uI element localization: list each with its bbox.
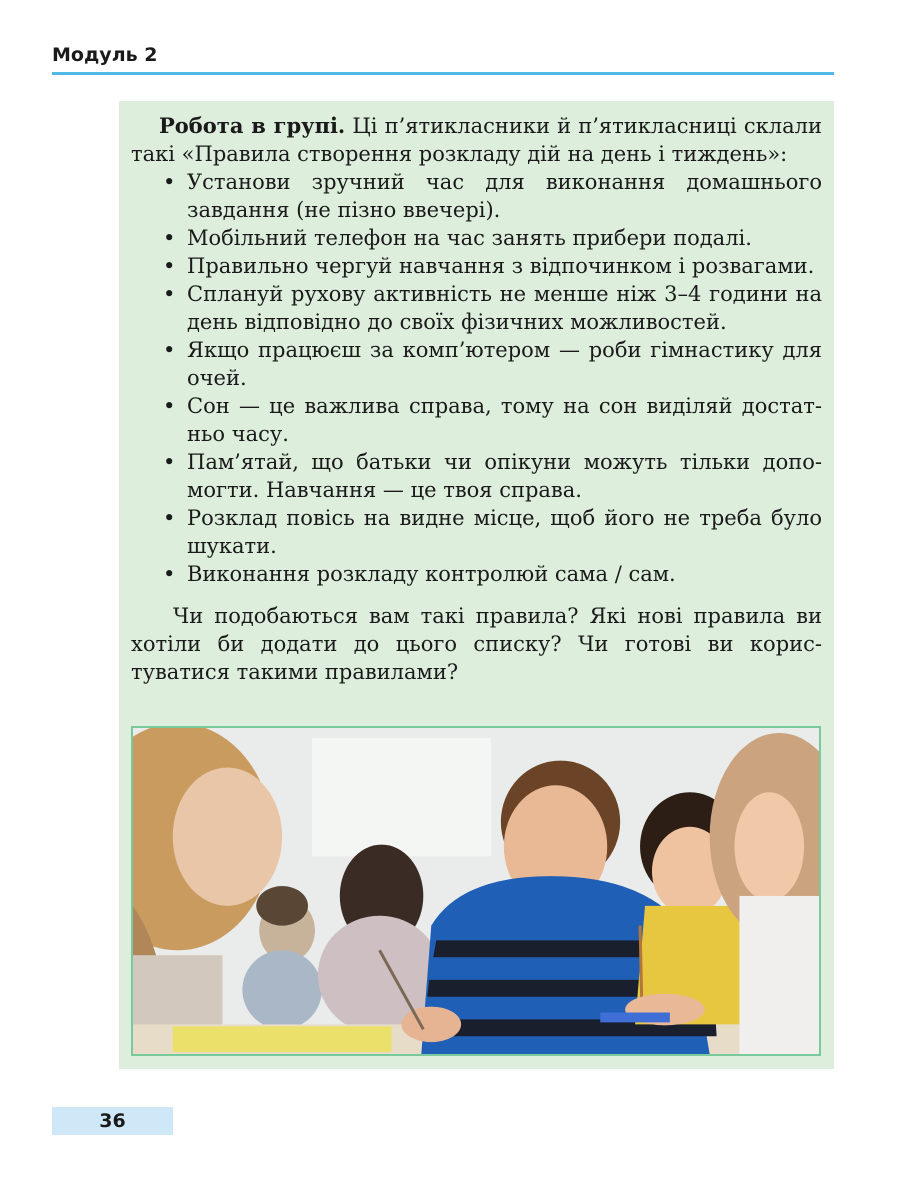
rule-text: Сон — це важлива справа, тому на сон виділяй достатньо часу. [187,394,822,446]
rule-item [131,252,822,280]
bullet-icon: • [163,562,176,586]
rule-item [131,560,822,588]
rule-text: Пам’ятай, що батьки чи опікуни можуть тільки допомогти. Навчання — це твоя справа. [187,450,822,502]
module-label: Модуль 2 [52,44,158,66]
bullet-icon: • [163,226,176,250]
rule-text: Мобільний телефон на час занять прибери подалі. [187,226,752,250]
rule-item [131,504,822,560]
rule-item [131,224,822,252]
header-divider [52,72,834,75]
intro-text: Ці п’ятикласники й п’ятикласниці склали такі «Правила створення розкладу дій на день і тиждень»: [131,114,822,166]
discussion-question: Чи подобаються вам такі правила? Які нові правила ви хотіли би додати до цього списку? Чи готові ви користуватися такими правилами? [131,604,822,684]
rule-text: Сплануй рухову активність не менше ніж 3–4 години на день відповідно до своїх фізичних можливостей. [187,282,822,334]
rule-item [131,448,822,504]
bullet-icon: • [163,254,176,278]
rule-text: Виконання розкладу контролюй сама / сам. [187,562,676,586]
intro-paragraph [131,112,822,168]
bullet-icon: • [163,170,176,194]
rule-text: Якщо працюєш за комп’ютером — роби гімнастику для очей. [187,338,822,390]
rule-item [131,280,822,336]
bullet-icon: • [163,394,176,418]
rule-text: Розклад повісь на видне місце, щоб його не треба було шукати. [187,506,822,558]
bullet-icon: • [163,282,176,306]
classroom-photo-illustration [133,728,819,1054]
rule-item [131,336,822,392]
rules-list [131,168,822,588]
classroom-photo [131,726,821,1056]
rule-text: Правильно чергуй навчання з відпочинком і розвагами. [187,254,815,278]
page-number: 36 [99,1110,126,1132]
rule-text: Установи зручний час для виконання домашнього завдання (не пізно ввечері). [187,170,822,222]
bullet-icon: • [163,506,176,530]
bullet-icon: • [163,338,176,362]
rule-item [131,392,822,448]
rule-item [131,168,822,224]
intro-lead: Робота в групі. [159,113,346,138]
bullet-icon: • [163,450,176,474]
group-work-text [131,112,822,686]
